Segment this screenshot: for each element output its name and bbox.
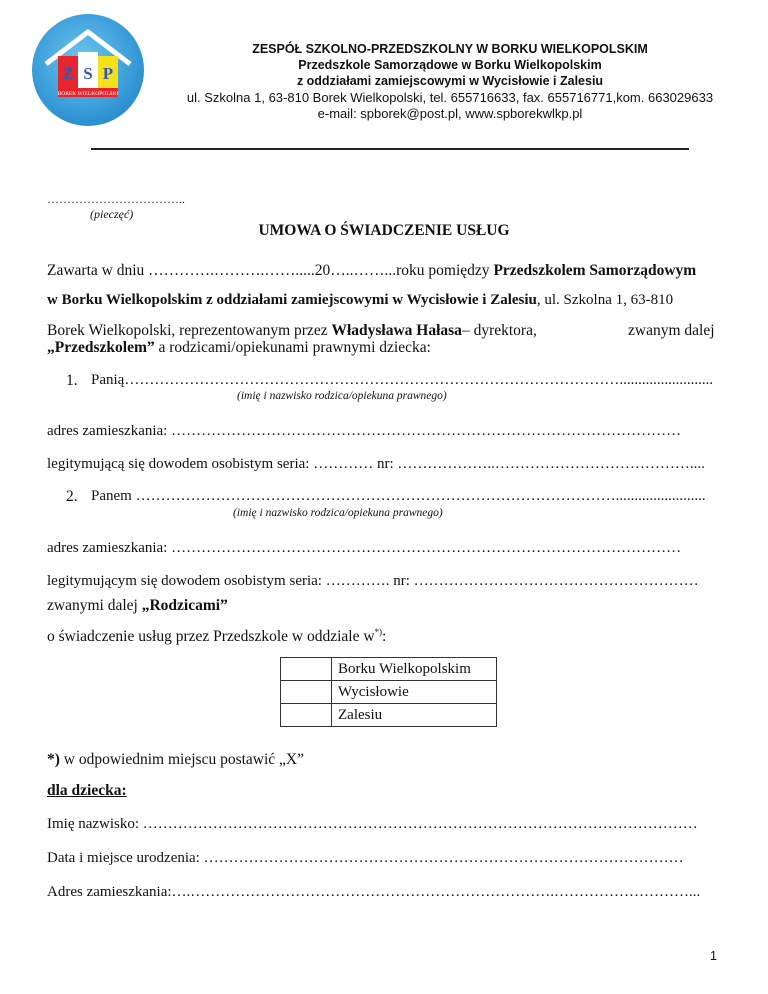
branch-row: [281, 681, 497, 704]
header-divider: [91, 148, 689, 150]
parent1-caption: (imię i nazwisko rodzica/opiekuna prawnego): [237, 390, 447, 402]
child-heading: dla dziecka:: [47, 782, 127, 799]
school-logo: [30, 12, 146, 128]
branch-checkbox-wyciclowie[interactable]: [281, 681, 332, 704]
logo-letter-p: P: [102, 64, 114, 83]
intro-party-location: w Borku Wielkopolskim z oddziałami zamiejscowymi w Wycisłowie i Zalesiu: [47, 292, 537, 308]
branch-row: [281, 658, 497, 681]
child-birth-field[interactable]: Data i miejsce urodzenia: ……………………………………………………………………………………: [47, 850, 684, 866]
parent2-number: 2.: [66, 488, 78, 505]
stamp-dots: ……………………………..: [47, 192, 185, 206]
header-preschool-name: Przedszkole Samorządowe w Borku Wielkopolskim: [298, 58, 602, 72]
branch-label: Zalesiu: [332, 704, 497, 727]
footnote: *) w odpowiednim miejscu postawić „X”: [47, 751, 304, 768]
parent2-name-field[interactable]: Panem ……………………………………………………………………………………........................: [91, 488, 706, 504]
preschool-term: „Przedszkolem”: [47, 339, 155, 356]
child-address-field[interactable]: Adres zamieszkania:….……………………………………………………………….………………………...: [47, 884, 701, 900]
child-name-field[interactable]: Imię nazwisko: …………………………………………………………………………………………………: [47, 816, 698, 832]
branch-checkbox-borek[interactable]: [281, 658, 332, 681]
intro-party-name: Przedszkolem Samorządowym: [493, 262, 697, 279]
branch-selection-table: [280, 657, 497, 727]
parents-term: „Rodzicami”: [141, 597, 228, 614]
header-contact: e-mail: spborek@post.pl, www.spborekwlkp.pl: [317, 106, 583, 121]
branch-label: Wycisłowie: [332, 681, 497, 704]
page-number: 1: [710, 949, 717, 963]
parent2-id-field[interactable]: legitymującym się dowodem osobistym seria: …………. nr: …………………………………………………: [47, 573, 699, 589]
header-branches: z oddziałami zamiejscowymi w Wycisłowie i Zalesiu: [296, 74, 604, 88]
footnote-marker: *): [374, 627, 383, 637]
service-line: o świadczenie usług przez Przedszkole w oddziale w*):: [47, 627, 387, 646]
branch-checkbox-zalesie[interactable]: [281, 704, 332, 727]
header-school-name: ZESPÓŁ SZKOLNO-PRZEDSZKOLNY W BORKU WIELKOPOLSKIM: [252, 42, 648, 56]
intro-party-address: , ul. Szkolna 1, 63-810: [536, 292, 674, 308]
header-address: ul. Szkolna 1, 63-810 Borek Wielkopolski, tel. 655716633, fax. 655716771,kom. 663029633: [186, 90, 714, 105]
parent1-number: 1.: [66, 372, 78, 389]
parents-term-line: zwanymi dalej „Rodzicami”: [47, 597, 228, 614]
intro-date-text: Zawarta w dniu ………….……….…….....20…..……...roku pomiędzy: [47, 262, 494, 279]
logo-ribbon-text: BOREK WIELKOPOLSKI: [57, 91, 119, 97]
director-name: Władysława Hałasa: [331, 322, 462, 339]
intro-line-4: „Przedszkolem” a rodzicami/opiekunami prawnymi dziecka:: [47, 339, 431, 356]
parent1-address-field[interactable]: adres zamieszkania: …………………………………………………………………………………………: [47, 423, 682, 439]
logo-letter-s: S: [83, 64, 93, 83]
branch-row: [281, 704, 497, 727]
branch-label: Borku Wielkopolskim: [332, 658, 497, 681]
intro-line-3: Borek Wielkopolski, reprezentowanym przez Władysława Hałasa– dyrektora,: [47, 322, 537, 339]
document-title: UMOWA O ŚWIADCZENIE USŁUG: [258, 222, 510, 239]
parent2-address-field[interactable]: adres zamieszkania: …………………………………………………………………………………………: [47, 540, 682, 556]
logo-letter-z: Z: [62, 64, 74, 83]
parent2-caption: (imię i nazwisko rodzica/opiekuna prawnego): [233, 507, 443, 519]
stamp-label: (pieczęć): [90, 207, 134, 221]
intro-line-1: [47, 263, 696, 279]
parent1-id-field[interactable]: legitymującą się dowodem osobistym seria: ………… nr: ………………..…………………………………....: [47, 456, 705, 472]
parent1-name-field[interactable]: Panią……………………………………………………………………………………….........................: [91, 372, 714, 388]
intro-line-3-end: zwanym dalej: [628, 322, 715, 339]
intro-line-2: [47, 293, 673, 308]
